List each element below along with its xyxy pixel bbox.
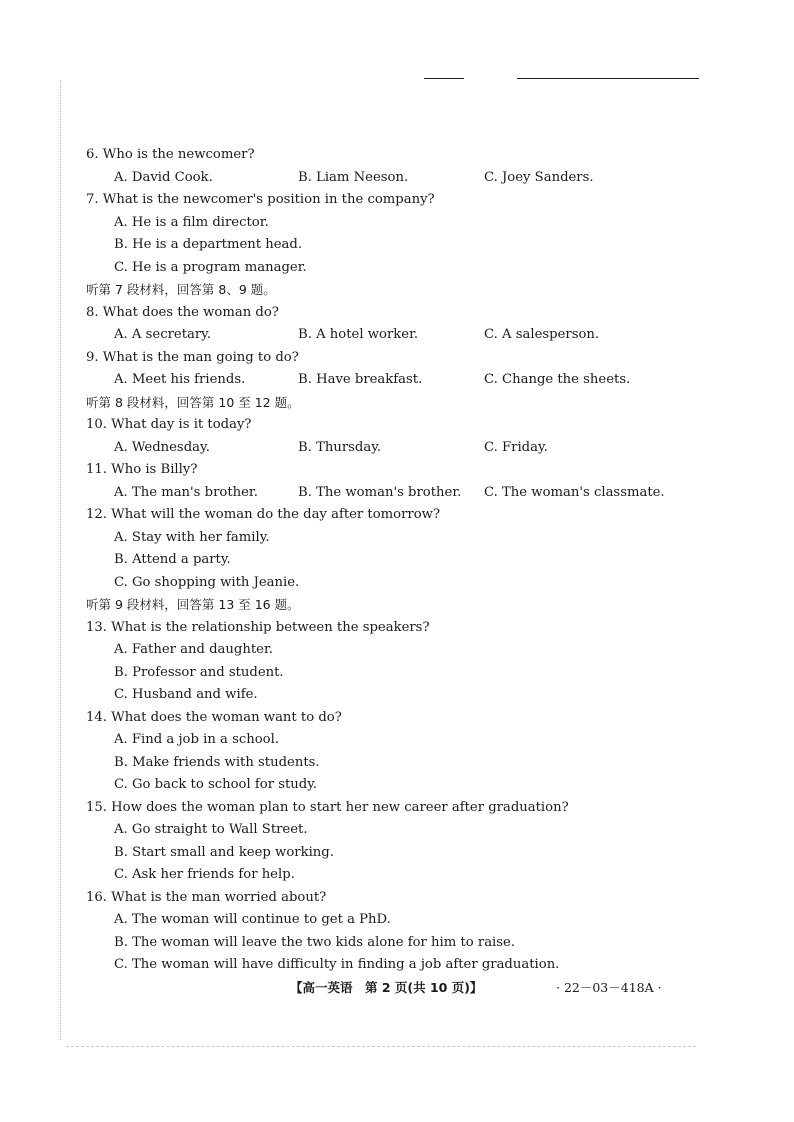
question-stem: 10. What day is it today? bbox=[86, 417, 252, 432]
paper-code: · 22－03－418A · bbox=[556, 980, 662, 995]
header-rule-short bbox=[424, 78, 464, 79]
option-c: C. Joey Sanders. bbox=[484, 169, 594, 185]
option-row bbox=[86, 167, 706, 190]
option-a: A. A secretary. bbox=[114, 327, 212, 342]
option-c: C. The woman's classmate. bbox=[484, 484, 665, 500]
option-b: B. The woman's brother. bbox=[298, 484, 462, 500]
question-list bbox=[86, 144, 706, 977]
option-line: A. He is a film director. bbox=[114, 214, 269, 230]
option-a: A. Meet his friends. bbox=[114, 372, 246, 387]
option-row bbox=[86, 324, 706, 347]
section-instruction: 听第 7 段材料，回答第 8、9 题。 bbox=[86, 282, 276, 297]
question-stem: 13. What is the relationship between the speakers? bbox=[86, 619, 430, 635]
option-line: B. Attend a party. bbox=[114, 552, 231, 567]
option-a: A. The man's brother. bbox=[114, 484, 258, 500]
option-line: C. The woman will have difficulty in finding a job after graduation. bbox=[114, 957, 560, 972]
option-b: B. A hotel worker. bbox=[298, 327, 419, 342]
option-line: A. Go straight to Wall Street. bbox=[114, 822, 308, 837]
section-instruction: 听第 9 段材料，回答第 13 至 16 题。 bbox=[86, 597, 300, 612]
option-line: C. Go shopping with Jeanie. bbox=[114, 574, 300, 590]
option-line: B. Professor and student. bbox=[114, 664, 284, 680]
option-a: A. David Cook. bbox=[114, 169, 213, 185]
question-stem: 16. What is the man worried about? bbox=[86, 889, 327, 905]
binding-margin bbox=[60, 80, 62, 1040]
question-stem: 12. What will the woman do the day after tomorrow? bbox=[86, 507, 441, 522]
option-row bbox=[86, 369, 706, 392]
option-b: B. Have breakfast. bbox=[298, 372, 423, 387]
option-line: B. Start small and keep working. bbox=[114, 844, 334, 860]
option-c: C. Friday. bbox=[484, 439, 548, 455]
option-line: B. He is a department head. bbox=[114, 237, 303, 252]
option-c: C. A salesperson. bbox=[484, 327, 600, 342]
page-footer-title: 【高一英语 第 2 页(共 10 页)】 bbox=[290, 980, 483, 995]
question-stem: 8. What does the woman do? bbox=[86, 304, 279, 320]
option-line: C. Ask her friends for help. bbox=[114, 867, 295, 882]
question-stem: 15. How does the woman plan to start her new career after graduation? bbox=[86, 799, 569, 815]
option-line: A. Stay with her family. bbox=[114, 529, 270, 545]
option-line: A. Find a job in a school. bbox=[114, 732, 280, 747]
option-line: C. He is a program manager. bbox=[114, 259, 307, 275]
section-instruction: 听第 8 段材料，回答第 10 至 12 题。 bbox=[86, 394, 300, 410]
option-b: B. Thursday. bbox=[298, 439, 382, 455]
question-stem: 11. Who is Billy? bbox=[86, 462, 198, 477]
question-stem: 14. What does the woman want to do? bbox=[86, 709, 342, 725]
option-line: C. Go back to school for study. bbox=[114, 777, 318, 792]
question-stem: 9. What is the man going to do? bbox=[86, 349, 299, 365]
option-c: C. Change the sheets. bbox=[484, 372, 631, 387]
option-row bbox=[86, 482, 706, 505]
header-rule-long bbox=[517, 78, 699, 79]
option-line: A. The woman will continue to get a PhD. bbox=[114, 912, 391, 927]
bottom-rule bbox=[66, 1046, 696, 1047]
option-line: C. Husband and wife. bbox=[114, 687, 258, 702]
option-b: B. Liam Neeson. bbox=[298, 169, 409, 185]
question-stem: 6. Who is the newcomer? bbox=[86, 147, 255, 162]
question-stem: 7. What is the newcomer's position in the company? bbox=[86, 192, 435, 207]
option-a: A. Wednesday. bbox=[114, 439, 210, 455]
option-line: A. Father and daughter. bbox=[114, 642, 273, 657]
option-line: B. Make friends with students. bbox=[114, 754, 320, 770]
option-row bbox=[86, 437, 706, 460]
option-line: B. The woman will leave the two kids alone for him to raise. bbox=[114, 934, 516, 950]
